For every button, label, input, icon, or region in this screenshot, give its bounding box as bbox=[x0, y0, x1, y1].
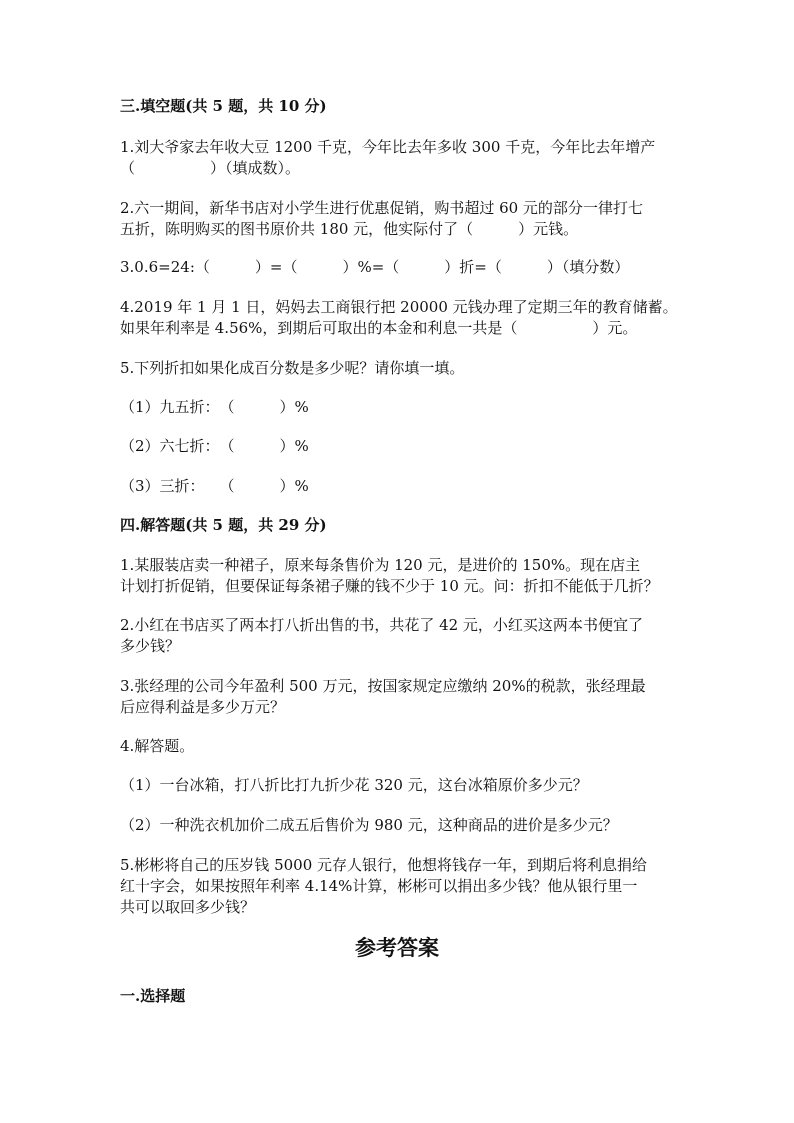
s3-q1-line2: （ ）（填成数）。 bbox=[120, 159, 301, 177]
s3-q2-line1: 2.六一期间，新华书店对小学生进行优惠促销，购书超过 60 元的部分一律打七 bbox=[120, 199, 643, 217]
s3-q2-line2: 五折，陈明购买的图书原价共 180 元，他实际付了（ ）元钱。 bbox=[120, 220, 579, 238]
s3-q1-line1: 1.刘大爷家去年收大豆 1200 千克，今年比去年多收 300 千克，今年比去年增产 bbox=[120, 138, 656, 156]
s4-q4-item: （1）一台冰箱，打八折比打九折少花 320 元，这台冰箱原价多少元？ bbox=[120, 776, 588, 794]
s4-q4-item: （2）一种洗衣机加价二成五后售价为 980 元，这种商品的进价是多少元？ bbox=[120, 816, 618, 834]
s4-q1-line2: 计划打折促销，但要保证每条裙子赚的钱不少于 10 元。问：折扣不能低于几折？ bbox=[120, 577, 659, 595]
s4-q4-line1: 4.解答题。 bbox=[120, 737, 195, 755]
s4-q3-line1: 3.张经理的公司今年盈利 500 万元，按国家规定应缴纳 20%的税款，张经理最 bbox=[120, 677, 646, 695]
section4-heading: 四.解答题(共 5 题，共 29 分) bbox=[120, 516, 327, 534]
s4-q5-line3: 共可以取回多少钱？ bbox=[120, 898, 256, 916]
s4-q2-line1: 2.小红在书店买了两本打八折出售的书，共花了 42 元，小红买这两本书便宜了 bbox=[120, 616, 643, 634]
s4-q5-line2: 红十字会，如果按照年利率 4.14%计算，彬彬可以捐出多少钱？他从银行里一 bbox=[120, 877, 638, 895]
answers-title: 参考答案 bbox=[355, 935, 439, 960]
s3-q4-line2: 如果年利率是 4.56%，到期后可取出的本金和利息一共是（ ）元。 bbox=[120, 319, 638, 337]
section3-heading: 三.填空题(共 5 题，共 10 分) bbox=[120, 97, 327, 115]
s4-q5-line1: 5.彬彬将自己的压岁钱 5000 元存人银行，他想将钱存一年，到期后将利息捐给 bbox=[120, 856, 648, 874]
s3-q5-item: （2）六七折： （ ）% bbox=[120, 437, 309, 455]
s4-q1-line1: 1.某服装店卖一种裙子，原来每条售价为 120 元，是进价的 150%。现在店主 bbox=[120, 556, 641, 574]
s3-q5-item: （1）九五折： （ ）% bbox=[120, 398, 309, 416]
s3-q5-line1: 5.下列折扣如果化成百分数是多少呢？请你填一填。 bbox=[120, 359, 465, 377]
s3-q3-line1: 3.0.6=24:（ ）=（ ）%=（ ）折=（ ）（填分数） bbox=[120, 258, 630, 276]
s4-q2-line2: 多少钱？ bbox=[120, 637, 181, 655]
s3-q5-item: （3）三折： （ ）% bbox=[120, 477, 309, 495]
answers-section1-heading: 一.选择题 bbox=[120, 987, 186, 1005]
s4-q3-line2: 后应得利益是多少万元？ bbox=[120, 698, 286, 716]
s3-q4-line1: 4.2019 年 1 月 1 日，妈妈去工商银行把 20000 元钱办理了定期三年的教育储蓄。 bbox=[120, 298, 678, 316]
